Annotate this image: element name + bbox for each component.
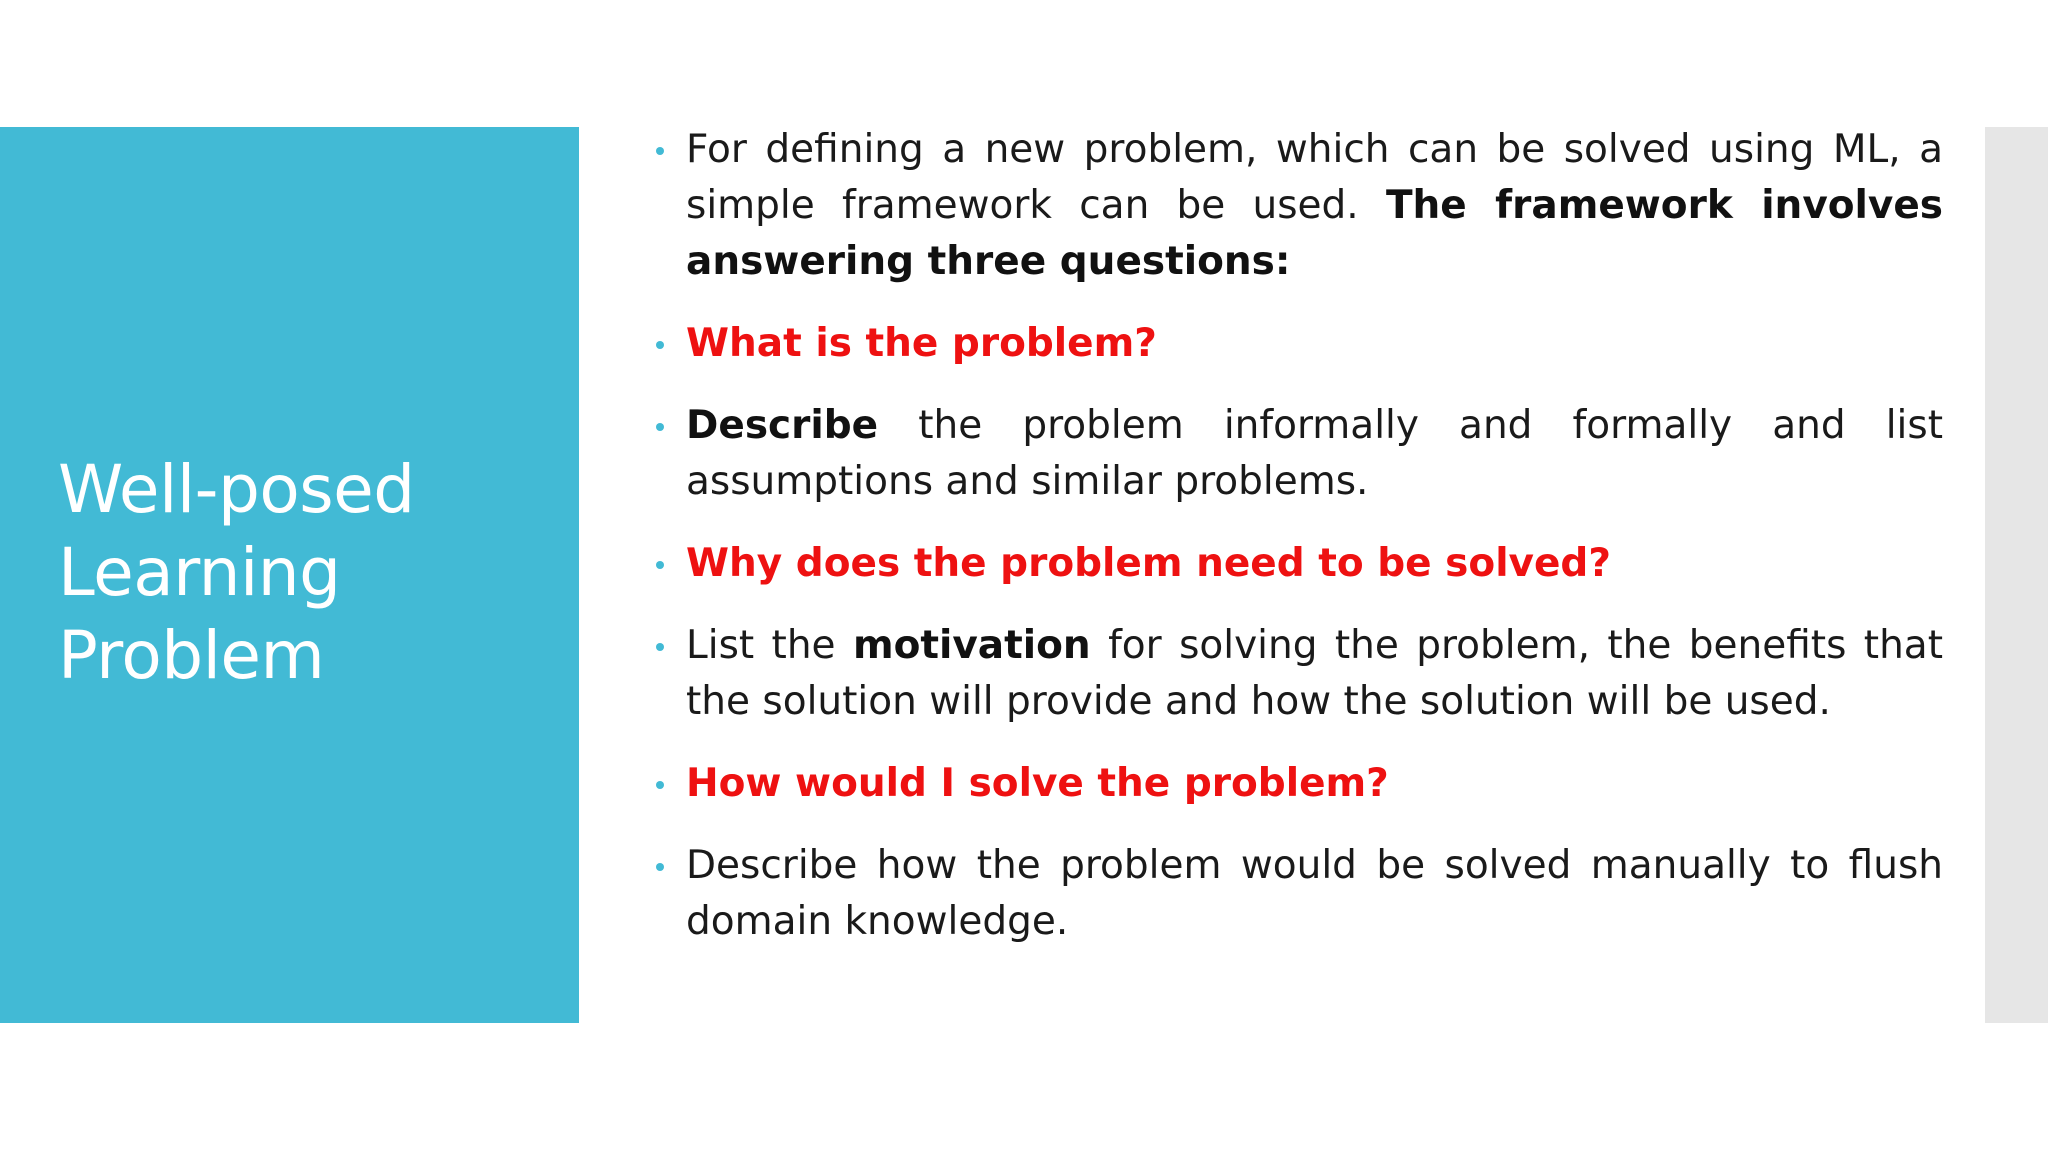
- question-2-text: Why does the problem need to be solved?: [686, 541, 1611, 586]
- bullet-dot-icon: [656, 781, 664, 789]
- motivation-bold-text: motivation: [852, 623, 1091, 668]
- bullet-dot-icon: [656, 423, 664, 431]
- bullet-item-manual: [656, 838, 1943, 950]
- bullet-item-motivation: [656, 618, 1943, 730]
- bullet-item-question-1: [656, 316, 1943, 372]
- slide-title: [58, 448, 558, 697]
- motivation-lead-text: List the: [686, 623, 853, 668]
- slide-title-line-1: Well-posed: [58, 451, 415, 528]
- bullet-dot-icon: [656, 147, 664, 155]
- right-strip: [1985, 127, 2048, 1023]
- intro-text: For defining a new problem, which can be solved using ML, a simple framework can be used.: [686, 127, 1943, 228]
- motivation-rest-text: for solving the problem, the benefits that the solution will provide and how the solution will be used.: [686, 623, 1943, 724]
- slide-title-line-3: Problem: [58, 617, 325, 694]
- describe-rest-text: the problem informally and formally and list assumptions and similar problems.: [686, 403, 1943, 504]
- manual-text: Describe how the problem would be solved manually to flush domain knowledge.: [686, 843, 1943, 944]
- bullet-item-question-2: [656, 536, 1943, 592]
- slide-title-line-2: Learning: [58, 534, 341, 611]
- bullet-dot-icon: [656, 341, 664, 349]
- bullet-dot-icon: [656, 863, 664, 871]
- question-1-text: What is the problem?: [686, 321, 1157, 366]
- bullet-item-question-3: [656, 756, 1943, 812]
- bullet-item-describe: [656, 398, 1943, 510]
- question-3-text: How would I solve the problem?: [686, 761, 1389, 806]
- bullet-list: [656, 122, 1943, 976]
- bullet-dot-icon: [656, 643, 664, 651]
- describe-bold-text: Describe: [686, 403, 879, 448]
- intro-bold-text: The framework involves answering three questions:: [686, 183, 1943, 284]
- bullet-dot-icon: [656, 561, 664, 569]
- bullet-item-intro: [656, 122, 1943, 290]
